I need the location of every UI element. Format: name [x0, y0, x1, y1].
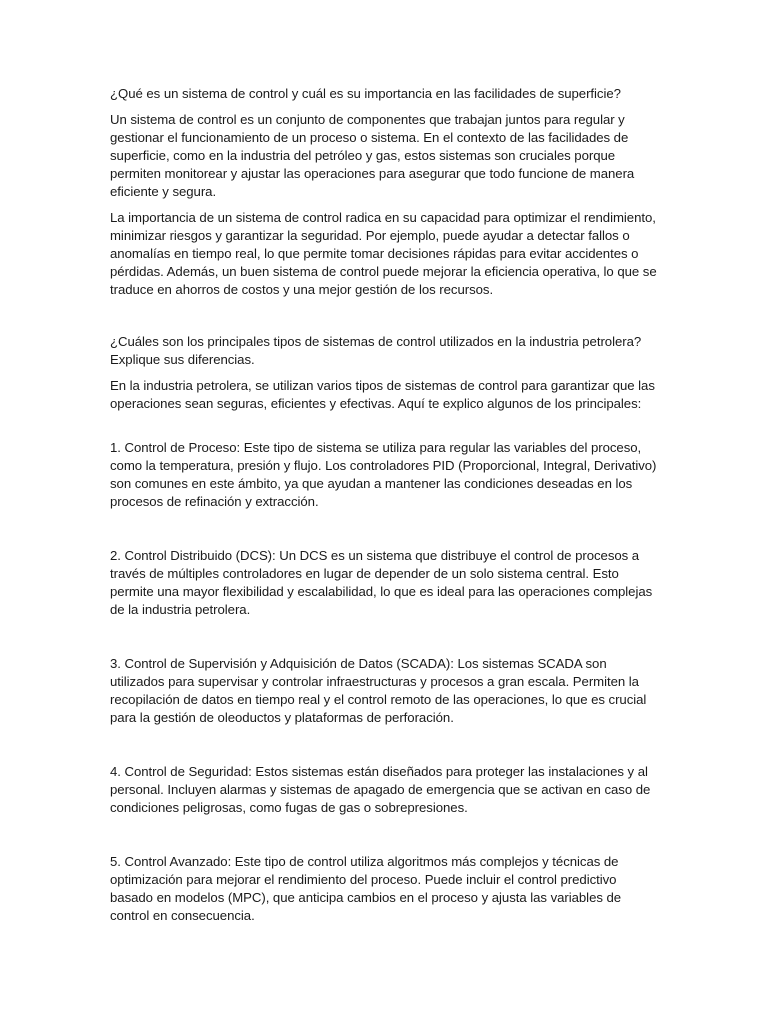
list-item-distributed-control: 2. Control Distribuido (DCS): Un DCS es un sistema que distribuye el control de procesos a través de múltiples controladores en lugar de depender de un solo sistema central. Esto permite una mayor flexibilidad y escalabilidad, lo que es ideal para las operaciones complejas de la industria petrolera.: [110, 548, 653, 617]
question-1-heading: ¿Qué es un sistema de control y cuál es su importancia en las facilidades de superficie?: [110, 86, 621, 101]
answer-2-intro: En la industria petrolera, se utilizan varios tipos de sistemas de control para garantizar que las operaciones sean seguras, eficientes y efectivas. Aquí te explico algunos de los principales:: [110, 378, 655, 411]
list-item-process-control: 1. Control de Proceso: Este tipo de sistema se utiliza para regular las variables del proceso, como la temperatura, presión y flujo. Los controladores PID (Proporcional, Integral, Derivativo) son comunes en este ámbito, ya que ayudan a mantener las condiciones deseadas en los procesos de refinación y extracción.: [110, 440, 657, 509]
answer-1-paragraph-2: La importancia de un sistema de control radica en su capacidad para optimizar el rendimiento, minimizar riesgos y garantizar la seguridad. Por ejemplo, puede ayudar a detectar fallos o anomalías en tiempo real, lo que permite tomar decisiones rápidas para evitar accidentes o pérdidas. Además, un buen sistema de control puede mejorar la eficiencia operativa, lo que se traduce en ahorros de costos y una mejor gestión de los recursos.: [110, 210, 657, 297]
document-body: [110, 85, 662, 925]
answer-1-paragraph-1: Un sistema de control es un conjunto de componentes que trabajan juntos para regular y gestionar el funcionamiento de un proceso o sistema. En el contexto de las facilidades de superficie, como en la industria del petróleo y gas, estos sistemas son cruciales porque permiten monitorear y ajustar las operaciones para asegurar que todo funcione de manera eficiente y segura.: [110, 112, 635, 199]
list-item-scada: 3. Control de Supervisión y Adquisición de Datos (SCADA): Los sistemas SCADA son utilizados para supervisar y controlar infraestructuras y procesos a gran escala. Permiten la recopilación de datos en tiempo real y el control remoto de las operaciones, lo que es crucial para la gestión de oleoductos y plataformas de perforación.: [110, 656, 647, 725]
list-item-advanced-control: 5. Control Avanzado: Este tipo de control utiliza algoritmos más complejos y técnicas de optimización para mejorar el rendimiento del proceso. Puede incluir el control predictivo basado en modelos (MPC), que anticipa cambios en el proceso y ajusta las variables de control en consecuencia.: [110, 854, 622, 923]
list-item-safety-control: 4. Control de Seguridad: Estos sistemas están diseñados para proteger las instalaciones y al personal. Incluyen alarmas y sistemas de apagado de emergencia que se activan en caso de condiciones peligrosas, como fugas de gas o sobrepresiones.: [110, 764, 651, 815]
question-2-heading: ¿Cuáles son los principales tipos de sistemas de control utilizados en la industria petrolera? Explique sus diferencias.: [110, 334, 642, 367]
